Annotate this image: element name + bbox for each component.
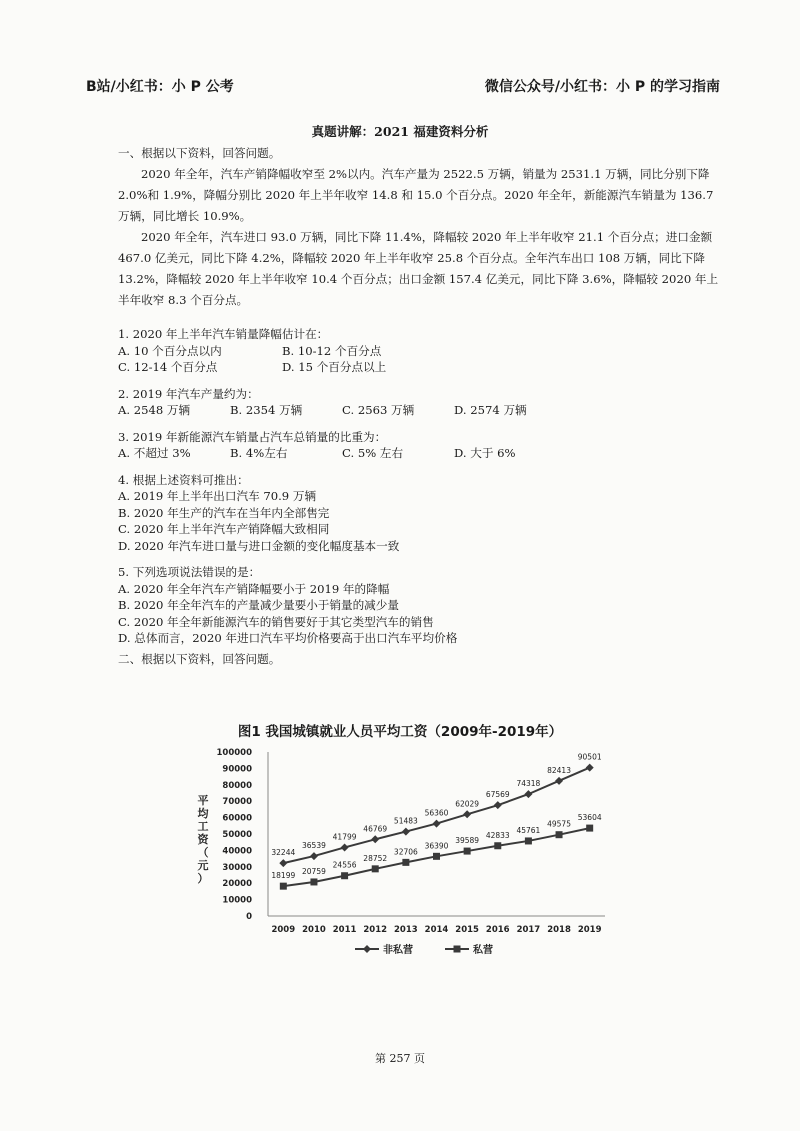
question-3 (118, 429, 720, 462)
data-point-non-private (586, 764, 594, 772)
y-axis-label-char: 资 (197, 833, 209, 846)
chart-title: 图1 我国城镇就业人员平均工资（2009年-2019年） (237, 724, 563, 740)
data-label: 39589 (455, 836, 480, 846)
section2-heading: 二、根据以下资料，回答问题。 (118, 651, 281, 666)
question-3-stem: 3. 2019 年新能源汽车销量占汽车总销量的比重为： (118, 429, 387, 444)
legend-marker-diamond (363, 945, 371, 953)
legend-label-non-private: 非私营 (383, 945, 413, 956)
salary-line-chart (185, 742, 625, 962)
q2-option-a: A. 2548 万辆 (118, 403, 191, 417)
y-tick-label: 100000 (216, 748, 252, 758)
data-label: 20759 (302, 866, 326, 876)
data-label: 41799 (332, 832, 357, 842)
q5-option-c: C. 2020 年全年新能源汽车的销售要好于其它类型汽车的销售 (118, 614, 434, 629)
data-point-private (494, 842, 501, 849)
y-axis-label-char: 元 (197, 859, 209, 872)
x-tick-label: 2014 (424, 925, 449, 935)
x-tick-label: 2015 (455, 925, 479, 935)
q2-option-d: D. 2574 万辆 (454, 403, 527, 417)
q3-option-c: C. 5% 左右 (342, 446, 404, 460)
x-tick-label: 2019 (577, 925, 602, 935)
y-axis-label-char: （ (197, 846, 209, 859)
y-axis-label-char: 工 (197, 820, 209, 833)
q4-option-b: B. 2020 年生产的汽车在当年内全部售完 (118, 505, 330, 520)
data-point-private (310, 878, 317, 885)
y-tick-label: 60000 (222, 813, 252, 824)
question-4-stem: 4. 根据上述资料可推出： (118, 472, 249, 487)
q4-option-c: C. 2020 年上半年汽车产销降幅大致相同 (118, 522, 330, 536)
data-point-non-private (524, 790, 532, 798)
content-body (118, 143, 720, 670)
x-tick-label: 2010 (302, 925, 326, 935)
data-point-non-private (402, 828, 410, 836)
data-label: 18199 (271, 871, 296, 881)
y-tick-label: 30000 (222, 862, 252, 873)
x-tick-label: 2011 (332, 925, 357, 935)
data-label: 82413 (547, 765, 571, 775)
q1-option-d: D. 15 个百分点以上 (282, 360, 387, 374)
data-point-non-private (555, 777, 563, 785)
q5-option-d: D. 总体而言，2020 年进口汽车平均价格要高于出口汽车平均价格 (118, 631, 458, 645)
section1-heading: 一、根据以下资料，回答问题。 (118, 146, 281, 160)
x-tick-label: 2017 (516, 925, 541, 935)
x-tick-label: 2013 (394, 925, 418, 935)
y-tick-label: 0 (246, 912, 252, 922)
y-tick-label: 80000 (222, 780, 252, 791)
data-point-non-private (494, 801, 502, 809)
data-label: 67569 (485, 790, 510, 800)
question-2 (118, 386, 720, 419)
data-label: 49575 (547, 819, 571, 829)
data-label: 28752 (363, 853, 388, 863)
q3-option-b: B. 4%左右 (230, 446, 288, 460)
q4-option-d: D. 2020 年汽车进口量与进口金额的变化幅度基本一致 (118, 538, 400, 553)
q5-option-b: B. 2020 年全年汽车的产量减少量要小于销量的减少量 (118, 598, 399, 612)
q3-option-a: A. 不超过 3% (118, 446, 191, 460)
q4-option-a: A. 2019 年上半年出口汽车 70.9 万辆 (118, 489, 317, 503)
q2-option-b: B. 2354 万辆 (230, 403, 303, 417)
data-label: 62029 (455, 799, 480, 809)
paragraph-1: 2020 年全年，汽车产销降幅收窄至 2%以内。汽车产量为 2522.5 万辆，销量为 2531.1 万辆，同比分别下降 2.0%和 1.9%，降幅分别比 2020 年上半年收窄 14.8 和 15.0 个百分点。2020 年全年，新能源汽车销量为 136.7 万辆，同比增长 10.9%。 (118, 167, 714, 223)
data-label: 74318 (516, 779, 541, 789)
question-4 (118, 472, 720, 555)
data-label: 53604 (577, 813, 602, 823)
q3-option-d: D. 大于 6% (454, 446, 516, 460)
y-tick-label: 10000 (222, 895, 252, 906)
data-point-private (464, 848, 471, 855)
data-point-private (433, 853, 440, 860)
data-label: 46769 (363, 824, 388, 834)
page-number: 第 257 页 (375, 1052, 425, 1065)
paragraph-2: 2020 年全年，汽车进口 93.0 万辆，同比下降 11.4%，降幅较 2020 年上半年收窄 21.1 个百分点；进口金额 467.0 亿美元，同比下降 4.2%，降幅较 2020 年上半年收窄 25.8 个百分点。全年汽车出口 108 万辆，同比下降 13.2%，降幅较 2020 年上半年收窄 10.4 个百分点；出口金额 157.4 亿美元，同比下降 3.6%，降幅较 2020 年上半年收窄 8.3 个百分点。 (118, 230, 719, 307)
q1-option-a: A. 10 个百分点以内 (118, 343, 222, 358)
data-label: 36390 (424, 841, 449, 851)
y-tick-label: 20000 (222, 879, 252, 890)
q5-option-a: A. 2020 年全年汽车产销降幅要小于 2019 年的降幅 (118, 581, 390, 596)
data-point-private (525, 837, 532, 844)
data-label: 32706 (393, 847, 418, 857)
header-left: B站/小红书：小 P 公考 (86, 79, 234, 95)
y-tick-label: 90000 (222, 764, 252, 775)
y-axis-label-char: ） (197, 872, 209, 885)
data-label: 56360 (424, 808, 449, 818)
q1-option-b: B. 10-12 个百分点 (282, 343, 382, 358)
legend-label-private: 私营 (473, 945, 493, 956)
y-axis-label-char: 平 (197, 794, 209, 807)
x-tick-label: 2018 (547, 925, 571, 935)
header-right: 微信公众号/小红书：小 P 的学习指南 (484, 79, 720, 95)
data-point-non-private (433, 820, 441, 828)
q1-option-c: C. 12-14 个百分点 (118, 360, 218, 374)
data-point-private (280, 883, 287, 890)
data-label: 36539 (302, 841, 326, 851)
page-title: 真题讲解：2021 福建资料分析 (311, 124, 489, 139)
x-tick-label: 2016 (485, 925, 510, 935)
x-tick-label: 2012 (363, 925, 388, 935)
question-5 (118, 564, 720, 647)
legend-marker-square (454, 946, 461, 953)
data-point-private (341, 872, 348, 879)
question-1-stem: 1. 2020 年上半年汽车销量降幅估计在： (118, 327, 329, 341)
x-tick-label: 2009 (271, 925, 296, 935)
question-5-stem: 5. 下列选项说法错误的是： (118, 565, 261, 579)
data-point-private (372, 865, 379, 872)
data-point-non-private (279, 859, 287, 867)
data-label: 32244 (271, 848, 296, 858)
data-point-private (402, 859, 409, 866)
question-2-stem: 2. 2019 年汽车产量约为： (118, 386, 259, 401)
y-tick-label: 40000 (222, 846, 252, 857)
data-point-private (586, 825, 593, 832)
y-axis-label-char: 均 (197, 807, 209, 820)
data-label: 24556 (332, 860, 357, 870)
question-1 (118, 326, 720, 376)
data-point-non-private (463, 810, 471, 818)
data-label: 42833 (485, 830, 510, 840)
y-tick-label: 50000 (222, 830, 252, 840)
y-tick-label: 70000 (222, 797, 252, 808)
q2-option-c: C. 2563 万辆 (342, 403, 415, 417)
data-point-non-private (310, 852, 318, 860)
data-point-non-private (341, 843, 349, 851)
data-label: 90501 (577, 752, 602, 762)
data-point-non-private (371, 835, 379, 843)
data-label: 45761 (516, 825, 541, 835)
data-point-private (556, 831, 563, 838)
data-label: 51483 (393, 816, 418, 826)
